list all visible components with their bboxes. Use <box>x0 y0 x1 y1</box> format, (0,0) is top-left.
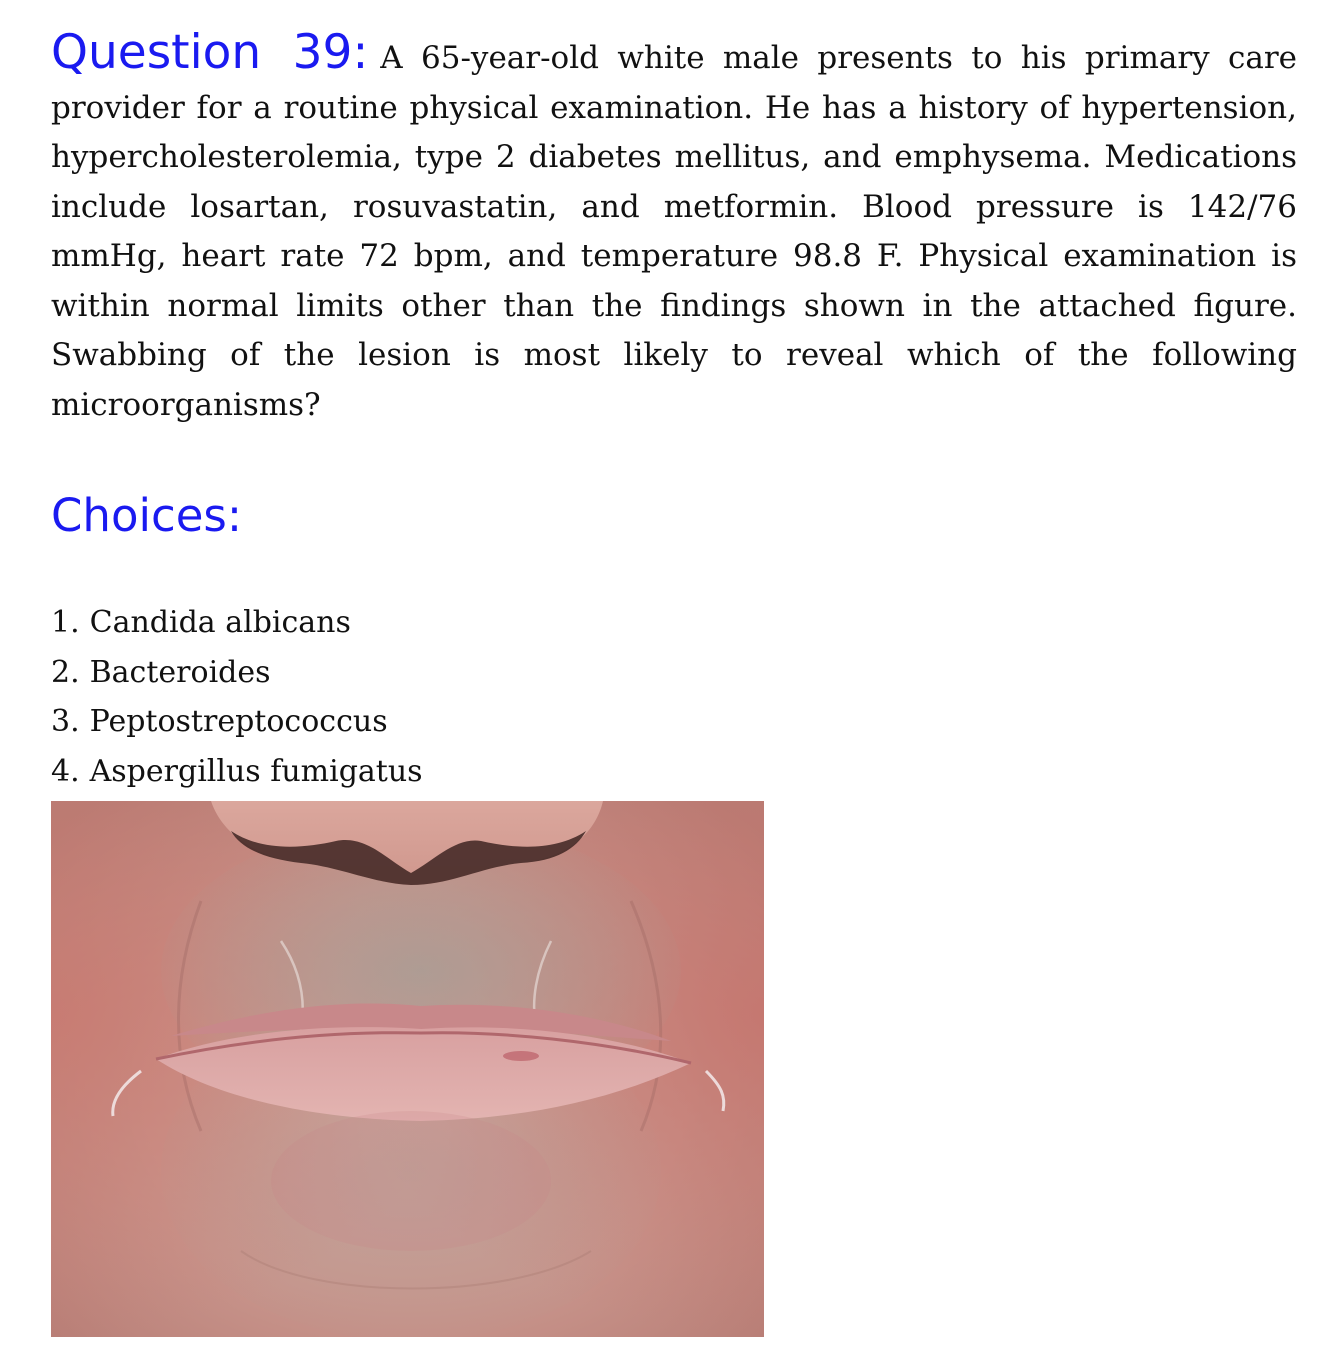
clinical-photo <box>51 801 764 1337</box>
face-illustration <box>51 801 764 1337</box>
choice-number: 2. <box>51 654 80 690</box>
choice-label: Aspergillus fumigatus <box>89 753 423 789</box>
choices-heading: Choices: <box>51 489 243 542</box>
choice-item[interactable] <box>51 598 1297 648</box>
choice-label: Candida albicans <box>89 605 351 640</box>
choice-item[interactable] <box>51 697 1297 747</box>
question-page <box>51 25 1297 796</box>
choice-label: Bacteroides <box>89 654 271 690</box>
question-block <box>51 25 1297 430</box>
choice-item[interactable] <box>51 747 1297 797</box>
question-text: A 65-year-old white male presents to his primary care provider for a routine physical examination. He has a history of hypertension, hypercholesterolemia, type 2 diabetes mellitus, and emphysema. Medications include losartan, rosuvastatin, and metformin. Blood pressure is 142/76 mmHg, heart rate 72 bpm, and temperature 98.8 F. Physical examination is within normal limits other than the findings shown in the attached figure. Swabbing of the lesion is most likely to reveal which of the following microorganisms? <box>51 40 1297 423</box>
choice-number: 3. <box>51 704 80 739</box>
choice-list <box>51 598 1297 796</box>
choice-number: 4. <box>51 753 80 789</box>
question-heading: Question 39: <box>51 25 369 80</box>
choice-item[interactable] <box>51 648 1297 698</box>
choice-label: Peptostreptococcus <box>89 704 388 739</box>
choice-number: 1. <box>51 605 80 640</box>
